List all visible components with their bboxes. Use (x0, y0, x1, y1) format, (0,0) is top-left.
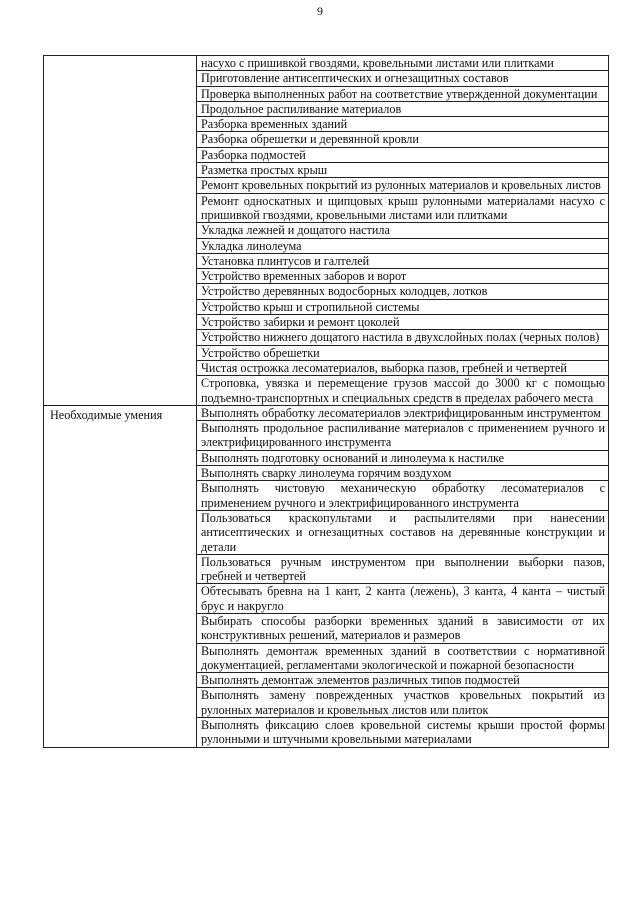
item-cell: Устройство деревянных водосборных колодцев, лотков (197, 284, 609, 299)
table-row (44, 405, 609, 420)
item-cell: Продольное распиливание материалов (197, 101, 609, 116)
item-cell: Выполнять обработку лесоматериалов электрифицированным инструментом (197, 405, 609, 420)
item-cell: Приготовление антисептических и огнезащитных составов (197, 71, 609, 86)
item-cell: Укладка лежней и дощатого настила (197, 223, 609, 238)
item-cell: Разборка подмостей (197, 147, 609, 162)
item-cell: Пользоваться ручным инструментом при выполнении выборки пазов, гребней и четвертей (197, 554, 609, 584)
requirements-table-body (44, 56, 609, 748)
item-cell: Выполнять фиксацию слоев кровельной системы крыши простой формы рулонными и штучными кровельными материалами (197, 718, 609, 748)
item-cell: Выполнять сварку линолеума горячим воздухом (197, 466, 609, 481)
item-cell: Разборка временных зданий (197, 117, 609, 132)
item-cell: Проверка выполненных работ на соответствие утвержденной документации (197, 86, 609, 101)
item-cell: Выполнять демонтаж элементов различных типов подмостей (197, 673, 609, 688)
item-cell: Выполнять демонтаж временных зданий в соответствии с нормативной документацией, регламентами экологической и пожарной безопасности (197, 643, 609, 673)
item-cell: Чистая острожка лесоматериалов, выборка пазов, гребней и четвертей (197, 360, 609, 375)
table-row (44, 56, 609, 71)
item-cell: Установка плинтусов и галтелей (197, 253, 609, 268)
item-cell: Ремонт кровельных покрытий из рулонных материалов и кровельных листов (197, 178, 609, 193)
item-cell: Разборка обрешетки и деревянной кровли (197, 132, 609, 147)
page-number: 9 (317, 4, 323, 18)
category-cell: Необходимые умения (44, 405, 197, 747)
requirements-table (43, 55, 609, 748)
item-cell: Устройство временных заборов и ворот (197, 269, 609, 284)
item-cell: Выполнять продольное распиливание материалов с применением ручного и электрифицированного инструмента (197, 421, 609, 451)
item-cell: насухо с пришивкой гвоздями, кровельными листами или плитками (197, 56, 609, 71)
item-cell: Пользоваться краскопультами и распылителями при нанесении антисептических и огнезащитных составов на деревянные конструкции и детали (197, 510, 609, 554)
item-cell: Разметка простых крыш (197, 163, 609, 178)
item-cell: Устройство забирки и ремонт цоколей (197, 315, 609, 330)
item-cell: Выполнять замену поврежденных участков кровельных покрытий из рулонных материалов и кровельных листов или плиток (197, 688, 609, 718)
item-cell: Строповка, увязка и перемещение грузов массой до 3000 кг с помощью подъемно-транспортных и специальных средств в пределах рабочего места (197, 376, 609, 406)
item-cell: Укладка линолеума (197, 238, 609, 253)
item-cell: Выполнять чистовую механическую обработку лесоматериалов с применением ручного и электрифицированного инструмента (197, 481, 609, 511)
item-cell: Обтесывать бревна на 1 кант, 2 канта (лежень), 3 канта, 4 канта – чистый брус и накругло (197, 584, 609, 614)
category-cell (44, 56, 197, 406)
item-cell: Ремонт односкатных и щипцовых крыш рулонными материалами насухо с пришивкой гвоздями, кровельными листами или плитками (197, 193, 609, 223)
item-cell: Устройство крыш и стропильной системы (197, 299, 609, 314)
item-cell: Устройство нижнего дощатого настила в двухслойных полах (черных полов) (197, 330, 609, 345)
item-cell: Устройство обрешетки (197, 345, 609, 360)
item-cell: Выполнять подготовку оснований и линолеума к настилке (197, 450, 609, 465)
item-cell: Выбирать способы разборки временных зданий в зависимости от их конструктивных решений, материалов и размеров (197, 613, 609, 643)
